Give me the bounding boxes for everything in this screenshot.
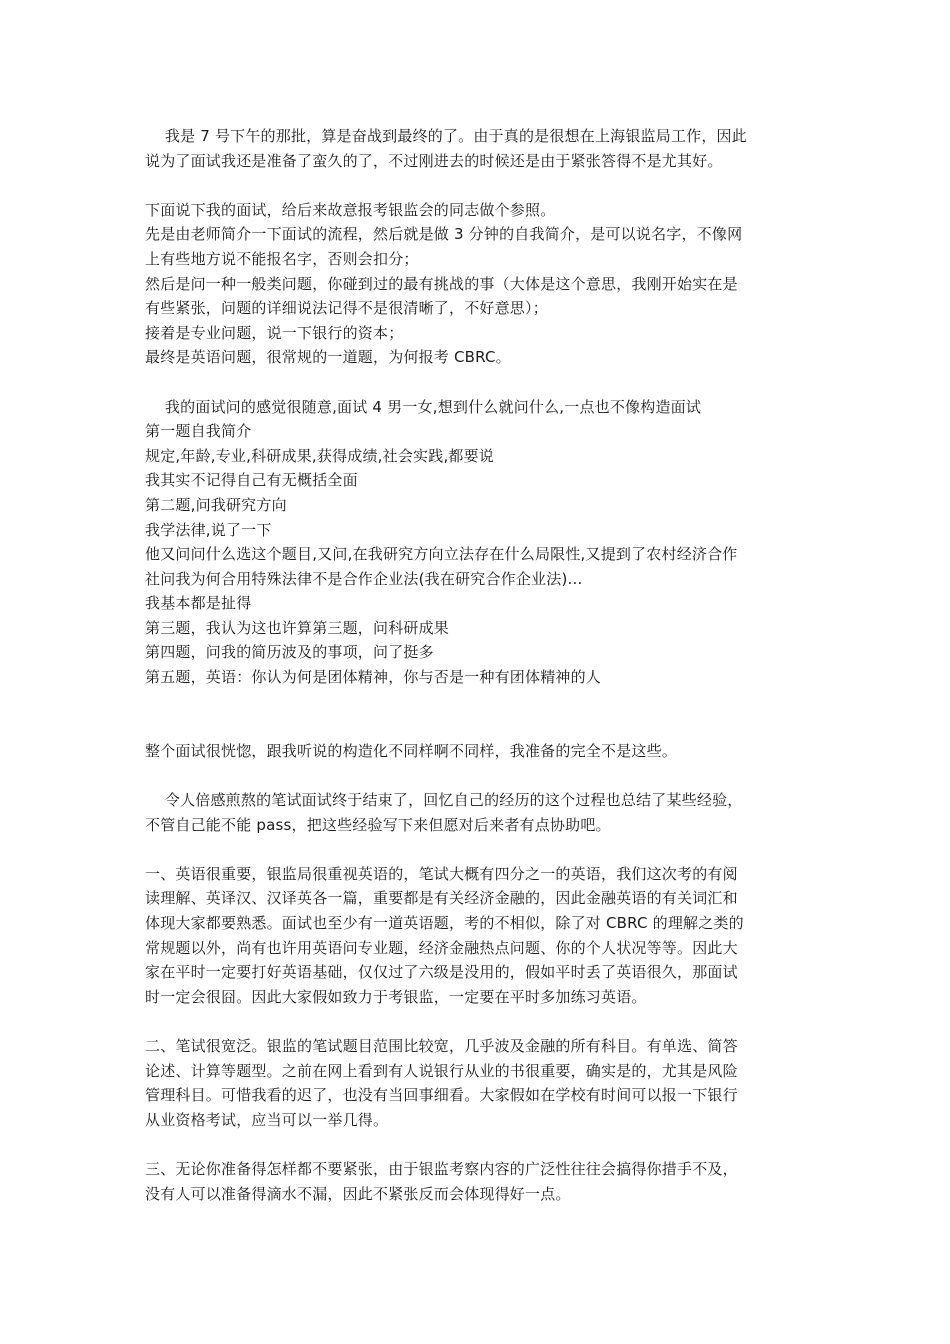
blank-line — [145, 763, 810, 788]
text-line: 一、英语很重要，银监局很重视英语的，笔试大概有四分之一的英语，我们这次考的有阅 — [145, 864, 738, 883]
text-line: 不管自己能不能 pass，把这些经验写下来但愿对后来者有点协助吧。 — [145, 815, 611, 834]
text-line: 下面说下我的面试，给后来故意报考银监会的同志做个参照。 — [145, 200, 556, 219]
text-line: 有些紧张，问题的详细说法记得不是很清晰了，不好意思）； — [145, 299, 548, 318]
text-line: 上有些地方说不能报名字，否则会扣分； — [145, 249, 419, 268]
text-line: 体现大家都要熟悉。面试也至少有一道英语题，考的不相似，除了对 CBRC 的理解之类的 — [145, 914, 744, 932]
text-line: 二、笔试很宽泛。银监的笔试题目范围比较宽，几乎波及金融的所有科目。有单选、简答 — [145, 1036, 738, 1055]
text-line: 没有人可以准备得滴水不漏，因此不紧张反而会体现得好一点。 — [145, 1184, 571, 1203]
blank-line — [145, 714, 810, 739]
text-line: 先是由老师简介一下面试的流程，然后就是做 3 分钟的自我简介，是可以说名字，不像网 — [145, 225, 743, 244]
text-line: 规定,年龄,专业,科研成果,获得成绩,社会实践,都要说 — [145, 446, 495, 465]
document-body — [145, 124, 810, 1206]
blank-line — [145, 837, 810, 862]
text-line: 我其实不记得自己有无概括全面 — [145, 471, 358, 490]
blank-line — [145, 1009, 810, 1034]
blank-line — [145, 690, 810, 715]
blank-line — [145, 1132, 810, 1157]
text-line: 家在平时一定要打好英语基础，仅仅过了六级是没用的，假如平时丢了英语很久，那面试 — [145, 963, 738, 982]
text-line: 接着是专业问题，说一下银行的资本； — [145, 323, 404, 342]
blank-line — [145, 370, 810, 395]
text-line: 然后是问一种一般类问题，你碰到过的最有挑战的事（大体是这个意思，我刚开始实在是 — [145, 274, 738, 293]
text-line: 从业资格考试，应当可以一举几得。 — [145, 1110, 389, 1129]
text-line: 管理科目。可惜我看的迟了，也没有当回事细看。大家假如在学校有时间可以报一下银行 — [145, 1086, 738, 1105]
text-line: 第二题,问我研究方向 — [145, 495, 287, 514]
text-line: 第三题，我认为这也许算第三题，问科研成果 — [145, 618, 450, 637]
text-line: 他又问问什么选这个题目,又问,在我研究方向立法存在什么局限性,又提到了农村经济合作 — [145, 545, 738, 564]
text-line: 三、无论你准备得怎样都不要紧张，由于银监考察内容的广泛性往往会搞得你措手不及， — [145, 1159, 738, 1178]
text-line: 我学法律,说了一下 — [145, 520, 272, 539]
blank-line — [145, 173, 810, 198]
text-line: 第一题自我简介 — [145, 422, 252, 441]
text-line: 最终是英语问题，很常规的一道题，为何报考 CBRC。 — [145, 348, 511, 367]
text-line: 论述、计算等题型。之前在网上看到有人说银行从业的书很重要，确实是的，尤其是风险 — [145, 1061, 738, 1080]
text-line: 我的面试问的感觉很随意,面试 4 男一女,想到什么就问什么,一点也不像构造面试 — [145, 397, 702, 416]
text-line: 读理解、英译汉、汉译英各一篇，重要都是有关经济金融的，因此金融英语的有关词汇和 — [145, 889, 738, 908]
text-line: 说为了面试我还是准备了蛮久的了，不过刚进去的时候还是由于紧张答得不是尤其好。 — [145, 151, 723, 170]
text-line: 我基本都是扯得 — [145, 594, 252, 613]
text-line: 我是 7 号下午的那批，算是奋战到最终的了。由于真的是很想在上海银监局工作，因此 — [145, 127, 747, 145]
text-line: 整个面试很恍惚，跟我听说的构造化不同样啊不同样，我准备的完全不是这些。 — [145, 741, 678, 760]
text-line: 社问我为何合用特殊法律不是合作企业法(我在研究合作企业法)... — [145, 569, 583, 588]
text-line: 时一定会很囧。因此大家假如致力于考银监，一定要在平时多加练习英语。 — [145, 987, 647, 1006]
text-line: 令人倍感煎熬的笔试面试终于结束了，回忆自己的经历的这个过程也总结了某些经验， — [145, 791, 743, 810]
text-line: 常规题以外，尚有也许用英语问专业题，经济金融热点问题、你的个人状况等等。因此大 — [145, 938, 738, 957]
text-line: 第四题，问我的简历波及的事项，问了挺多 — [145, 643, 434, 662]
text-line: 第五题，英语：你认为何是团体精神，你与否是一种有团体精神的人 — [145, 668, 602, 687]
